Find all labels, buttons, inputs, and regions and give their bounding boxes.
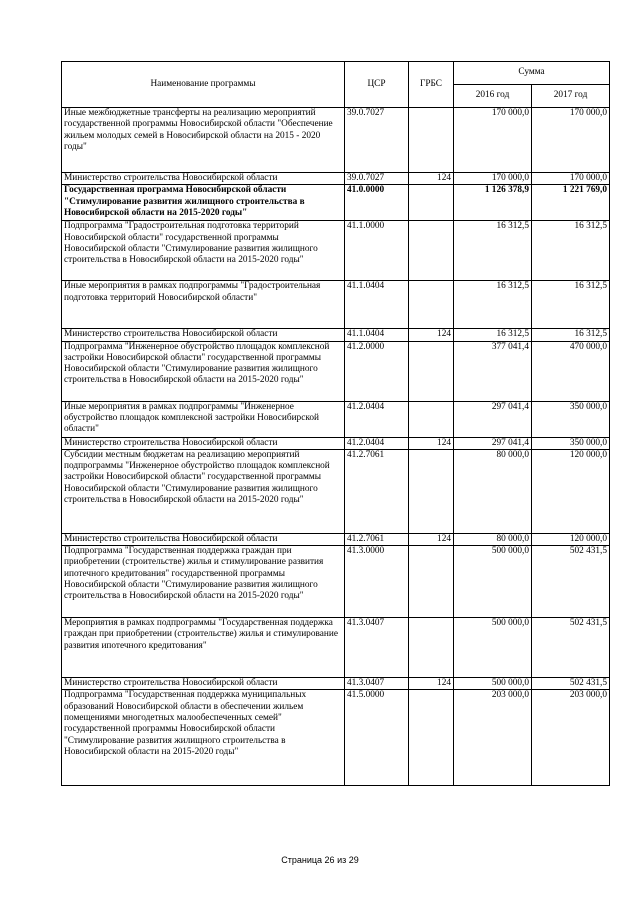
cell-grbs: 124	[409, 533, 454, 545]
cell-grbs	[409, 185, 454, 221]
cell-csr: 41.2.0404	[345, 401, 409, 437]
table-row	[62, 341, 610, 401]
cell-sum-2016: 170 000,0	[454, 173, 532, 185]
cell-grbs	[409, 546, 454, 618]
cell-csr: 39.0.7027	[345, 108, 409, 173]
cell-csr: 41.5.0000	[345, 690, 409, 786]
table-row	[62, 281, 610, 329]
cell-program-name: Подпрограмма "Государственная поддержка граждан при приобретении (строительстве) жилья и стимулирование развития ипотечного кредитования" государственной программы Новосибирской области "Стимулирование развития жилищного строительства в Новосибирской области на 2015-2020 годы"	[62, 546, 345, 618]
cell-csr: 41.3.0000	[345, 546, 409, 618]
cell-sum-2016: 1 126 378,9	[454, 185, 532, 221]
header-year-2016: 2016 год	[454, 85, 532, 108]
cell-sum-2016: 500 000,0	[454, 546, 532, 618]
cell-sum-2017: 350 000,0	[532, 437, 610, 449]
cell-sum-2017: 470 000,0	[532, 341, 610, 401]
cell-csr: 41.2.7061	[345, 449, 409, 533]
cell-program-name: Субсидии местным бюджетам на реализацию мероприятий подпрограммы "Инженерное обустройство площадок комплексной застройки Новосибирской области" государственной программы Новосибирской области "Стимулирование развития жилищного строительства в Новосибирской области на 2015-2020 годы"	[62, 449, 345, 533]
cell-grbs	[409, 108, 454, 173]
cell-grbs: 124	[409, 173, 454, 185]
table-row	[62, 546, 610, 618]
table-row	[62, 221, 610, 281]
cell-sum-2016: 16 312,5	[454, 281, 532, 329]
cell-sum-2017: 350 000,0	[532, 401, 610, 437]
cell-sum-2017: 502 431,5	[532, 546, 610, 618]
table-row	[62, 108, 610, 173]
cell-program-name: Министерство строительства Новосибирской области	[62, 437, 345, 449]
cell-program-name: Министерство строительства Новосибирской области	[62, 173, 345, 185]
cell-csr: 41.2.7061	[345, 533, 409, 545]
cell-program-name: Иные межбюджетные трансферты на реализацию мероприятий государственной программы Новосибирской области "Обеспечение жильем молодых семей в Новосибирской области на 2015 - 2020 годы"	[62, 108, 345, 173]
cell-csr: 41.2.0404	[345, 437, 409, 449]
cell-grbs: 124	[409, 437, 454, 449]
cell-program-name: Подпрограмма "Государственная поддержка муниципальных образований Новосибирской области в обеспечении жильем помещениями многодетных малообеспеченных семей" государственной программы Новосибирской области "Стимулирование развития жилищного строительства в Новосибирской области на 2015-2020 годы"	[62, 690, 345, 786]
cell-csr: 41.1.0404	[345, 281, 409, 329]
cell-program-name: Министерство строительства Новосибирской области	[62, 533, 345, 545]
table-row	[62, 618, 610, 678]
table-row	[62, 173, 610, 185]
cell-grbs	[409, 221, 454, 281]
cell-grbs	[409, 401, 454, 437]
cell-program-name: Иные мероприятия в рамках подпрограммы "Градостроительная подготовка территорий Новосибирской области"	[62, 281, 345, 329]
cell-sum-2016: 16 312,5	[454, 221, 532, 281]
cell-grbs	[409, 449, 454, 533]
cell-csr: 41.3.0407	[345, 618, 409, 678]
table-row	[62, 678, 610, 690]
cell-sum-2017: 120 000,0	[532, 449, 610, 533]
cell-csr: 41.2.0000	[345, 341, 409, 401]
cell-sum-2017: 203 000,0	[532, 690, 610, 786]
cell-sum-2016: 80 000,0	[454, 533, 532, 545]
cell-sum-2017: 16 312,5	[532, 329, 610, 341]
cell-program-name: Иные мероприятия в рамках подпрограммы "Инженерное обустройство площадок комплексной застройки Новосибирской области"	[62, 401, 345, 437]
cell-sum-2016: 203 000,0	[454, 690, 532, 786]
cell-sum-2017: 170 000,0	[532, 173, 610, 185]
budget-table	[61, 61, 610, 786]
cell-grbs	[409, 690, 454, 786]
header-name: Наименование программы	[62, 62, 345, 108]
cell-sum-2017: 502 431,5	[532, 678, 610, 690]
cell-sum-2017: 16 312,5	[532, 281, 610, 329]
cell-sum-2017: 170 000,0	[532, 108, 610, 173]
page-number: Страница 26 из 29	[281, 855, 359, 865]
cell-grbs	[409, 618, 454, 678]
cell-sum-2017: 16 312,5	[532, 221, 610, 281]
header-year-2017: 2017 год	[532, 85, 610, 108]
cell-sum-2017: 502 431,5	[532, 618, 610, 678]
cell-program-name: Государственная программа Новосибирской области "Стимулирование развития жилищного строительства в Новосибирской области на 2015-2020 годы"	[62, 185, 345, 221]
cell-grbs: 124	[409, 329, 454, 341]
cell-program-name: Подпрограмма "Градостроительная подготовка территорий Новосибирской области" государственной программы Новосибирской области "Стимулирование развития жилищного строительства в Новосибирской области на 2015-2020 годы"	[62, 221, 345, 281]
cell-grbs	[409, 341, 454, 401]
cell-sum-2016: 297 041,4	[454, 401, 532, 437]
cell-sum-2016: 377 041,4	[454, 341, 532, 401]
cell-sum-2016: 500 000,0	[454, 618, 532, 678]
cell-sum-2017: 120 000,0	[532, 533, 610, 545]
cell-sum-2016: 500 000,0	[454, 678, 532, 690]
table-row	[62, 449, 610, 533]
header-sum: Сумма	[454, 62, 610, 85]
cell-csr: 41.0.0000	[345, 185, 409, 221]
table-row	[62, 401, 610, 437]
header-grbs: ГРБС	[409, 62, 454, 108]
cell-sum-2016: 170 000,0	[454, 108, 532, 173]
table-row	[62, 329, 610, 341]
cell-csr: 41.3.0407	[345, 678, 409, 690]
cell-sum-2017: 1 221 769,0	[532, 185, 610, 221]
cell-program-name: Подпрограмма "Инженерное обустройство площадок комплексной застройки Новосибирской области" государственной программы Новосибирской области "Стимулирование развития жилищного строительства в Новосибирской области на 2015-2020 годы"	[62, 341, 345, 401]
cell-grbs	[409, 281, 454, 329]
cell-sum-2016: 16 312,5	[454, 329, 532, 341]
cell-sum-2016: 297 041,4	[454, 437, 532, 449]
cell-csr: 39.0.7027	[345, 173, 409, 185]
cell-csr: 41.1.0404	[345, 329, 409, 341]
cell-program-name: Министерство строительства Новосибирской области	[62, 329, 345, 341]
table-row	[62, 185, 610, 221]
cell-sum-2016: 80 000,0	[454, 449, 532, 533]
cell-program-name: Мероприятия в рамках подпрограммы "Государственная поддержка граждан при приобретении (строительстве) жилья и стимулирование развития ипотечного кредитования"	[62, 618, 345, 678]
header-csr: ЦСР	[345, 62, 409, 108]
table-row	[62, 437, 610, 449]
table-body	[62, 108, 610, 786]
cell-program-name: Министерство строительства Новосибирской области	[62, 678, 345, 690]
cell-csr: 41.1.0000	[345, 221, 409, 281]
table-row	[62, 690, 610, 786]
cell-grbs: 124	[409, 678, 454, 690]
table-row	[62, 533, 610, 545]
